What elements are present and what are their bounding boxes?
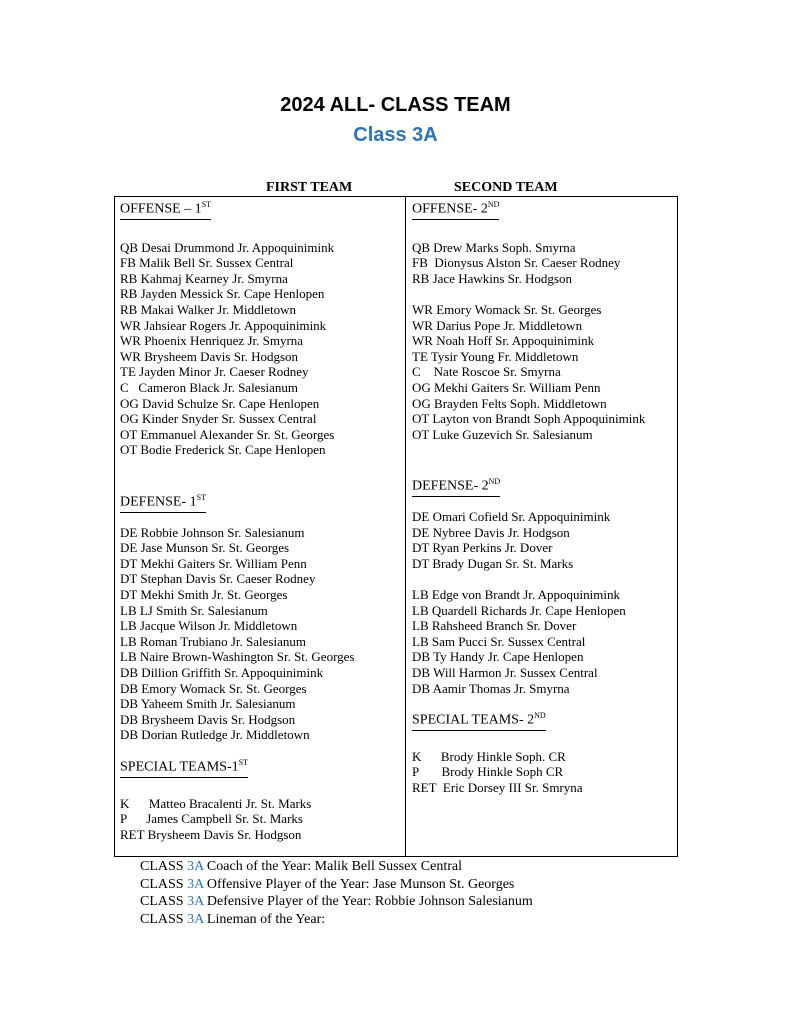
second-defense-list-a — [412, 509, 676, 571]
roster-entry: LB Rahsheed Branch Sr. Dover — [412, 618, 577, 634]
roster-entry: DT Brady Dugan Sr. St. Marks — [412, 555, 574, 571]
roster-entry: DT Stephan Davis Sr. Caeser Rodney — [120, 571, 316, 587]
roster-entry: C Cameron Black Jr. Salesianum — [120, 380, 299, 395]
roster-entry: DE Omari Cofield Sr. Appoquinimink — [412, 509, 611, 525]
page-subtitle: Class 3A — [353, 124, 438, 146]
roster-entry: LB Jacque Wilson Jr. Middletown — [120, 618, 298, 634]
second-special-list — [412, 749, 676, 796]
roster-entry: DB Emory Womack Sr. St. Georges — [120, 680, 307, 696]
roster-entry: OT Luke Guzevich Sr. Salesianum — [412, 426, 593, 442]
roster-entry: DE Nybree Davis Jr. Hodgson — [412, 524, 570, 540]
second-special-section — [412, 708, 676, 795]
roster-entry: DB Aamir Thomas Jr. Smyrna — [412, 680, 570, 696]
roster-entry: DE Robbie Johnson Sr. Salesianum — [120, 524, 305, 540]
second-defense-heading: DEFENSE- 2ND — [412, 474, 500, 497]
roster-entry: FB Malik Bell Sr. Sussex Central — [120, 255, 294, 271]
roster-entry: WR Phoenix Henriquez Jr. Smyrna — [120, 333, 304, 349]
award-text: Offensive Player of the Year: Jase Munson St. Georges — [203, 876, 515, 892]
roster-entry: WR Jahsiear Rogers Jr. Appoquinimink — [120, 317, 327, 333]
roster-entry: RB Kahmaj Kearney Jr. Smyrna — [120, 270, 288, 286]
award-class: 3A — [187, 911, 204, 927]
second-offense-list-a — [412, 240, 676, 287]
roster-entry: TE Tysir Young Fr. Middletown — [412, 348, 579, 364]
award-line — [140, 876, 533, 894]
roster-entry: K Matteo Bracalenti Jr. St. Marks — [120, 795, 312, 811]
roster-entry: RET Eric Dorsey III Sr. Smryna — [412, 780, 583, 795]
award-line — [140, 911, 533, 929]
roster-entry: LB Roman Trubiano Jr. Salesianum — [120, 633, 306, 649]
roster-entry: DB Yaheem Smith Jr. Salesianum — [120, 696, 296, 712]
roster-entry: WR Noah Hoff Sr. Appoquinimink — [412, 333, 595, 349]
roster-entry: WR Darius Pope Jr. Middletown — [412, 317, 583, 333]
roster-entry: QB Desai Drummond Jr. Appoquinimink — [120, 239, 335, 255]
first-offense-section — [120, 197, 400, 458]
roster-entry: FB Dionysus Alston Sr. Caeser Rodney — [412, 255, 621, 271]
second-offense-heading: OFFENSE- 2ND — [412, 197, 499, 220]
awards-list — [140, 858, 533, 928]
first-team-column — [120, 197, 400, 842]
roster-entry: WR Brysheem Davis Sr. Hodgson — [120, 348, 299, 364]
roster-entry: QB Drew Marks Soph. Smyrna — [412, 239, 576, 255]
roster-entry: LB Naire Brown-Washington Sr. St. Georges — [120, 649, 355, 665]
first-defense-list — [120, 525, 400, 743]
first-defense-section — [120, 490, 400, 743]
roster-entry: DT Mekhi Smith Jr. St. Georges — [120, 587, 288, 602]
award-prefix: CLASS — [140, 911, 188, 927]
roster-entry: K Brody Hinkle Soph. CR — [412, 748, 566, 764]
roster-entry: DB Brysheem Davis Sr. Hodgson — [120, 711, 296, 727]
roster-entry: C Nate Roscoe Sr. Smyrna — [412, 364, 561, 380]
roster-entry: DB Dorian Rutledge Jr. Middletown — [120, 727, 310, 743]
first-offense-heading: OFFENSE – 1ST — [120, 197, 211, 220]
roster-entry: DB Dillion Griffith Sr. Appoquinimink — [120, 664, 324, 680]
second-special-heading: SPECIAL TEAMS- 2ND — [412, 708, 546, 731]
award-line — [140, 858, 533, 876]
roster-entry: OG Brayden Felts Soph. Middletown — [412, 395, 607, 411]
roster-entry: LB Quardell Richards Jr. Cape Henlopen — [412, 602, 626, 618]
roster-entry: LB Edge von Brandt Jr. Appoquinimink — [412, 587, 620, 602]
award-line — [140, 893, 533, 911]
roster-entry: OT Layton von Brandt Soph Appoquinimink — [412, 411, 646, 427]
award-text: Coach of the Year: Malik Bell Sussex Central — [203, 859, 462, 874]
second-offense-section — [412, 197, 676, 442]
first-special-section — [120, 755, 400, 842]
award-text: Defensive Player of the Year: Robbie Johnson Salesianum — [203, 894, 533, 909]
roster-entry: DT Mekhi Gaiters Sr. William Penn — [120, 555, 307, 571]
first-offense-list — [120, 240, 400, 458]
roster-entry: LB LJ Smith Sr. Salesianum — [120, 602, 268, 618]
award-class: 3A — [187, 859, 204, 874]
roster-entry: OG Kinder Snyder Sr. Sussex Central — [120, 411, 317, 427]
roster-entry: OG David Schulze Sr. Cape Henlopen — [120, 395, 320, 411]
award-prefix: CLASS — [140, 876, 188, 892]
roster-table — [114, 196, 678, 857]
award-text: Lineman of the Year: — [203, 911, 326, 927]
roster-entry: OG Mekhi Gaiters Sr. William Penn — [412, 380, 601, 395]
roster-entry: DE Jase Munson Sr. St. Georges — [120, 540, 290, 556]
roster-entry: DB Ty Handy Jr. Cape Henlopen — [412, 649, 584, 665]
page-title: 2024 ALL- CLASS TEAM — [280, 94, 511, 116]
roster-entry: RB Jayden Messick Sr. Cape Henlopen — [120, 286, 325, 302]
award-prefix: CLASS — [140, 894, 188, 909]
second-defense-section — [412, 474, 676, 696]
roster-entry: OT Bodie Frederick Sr. Cape Henlopen — [120, 442, 326, 458]
roster-entry: OT Emmanuel Alexander Sr. St. Georges — [120, 426, 335, 442]
award-class: 3A — [187, 894, 204, 909]
roster-entry: WR Emory Womack Sr. St. Georges — [412, 302, 602, 318]
second-offense-list-b — [412, 302, 676, 442]
roster-entry: RB Makai Walker Jr. Middletown — [120, 302, 297, 318]
second-defense-list-b — [412, 587, 676, 696]
roster-entry: DB Will Harmon Jr. Sussex Central — [412, 664, 598, 680]
roster-entry: P Brody Hinkle Soph CR — [412, 764, 564, 780]
roster-entry: LB Sam Pucci Sr. Sussex Central — [412, 633, 586, 649]
award-class: 3A — [187, 876, 204, 892]
first-special-heading: SPECIAL TEAMS-1ST — [120, 755, 248, 778]
roster-entry: TE Jayden Minor Jr. Caeser Rodney — [120, 364, 309, 380]
award-prefix: CLASS — [140, 859, 188, 874]
first-team-header: FIRST TEAM — [266, 180, 353, 195]
first-special-list — [120, 796, 400, 843]
roster-entry: P James Campbell Sr. St. Marks — [120, 811, 303, 827]
roster-entry: RET Brysheem Davis Sr. Hodgson — [120, 826, 302, 842]
first-defense-heading: DEFENSE- 1ST — [120, 490, 206, 513]
second-team-header: SECOND TEAM — [454, 180, 558, 195]
column-divider — [405, 197, 406, 856]
second-team-column — [412, 197, 676, 796]
roster-entry: RB Jace Hawkins Sr. Hodgson — [412, 270, 572, 286]
roster-entry: DT Ryan Perkins Jr. Dover — [412, 540, 553, 556]
